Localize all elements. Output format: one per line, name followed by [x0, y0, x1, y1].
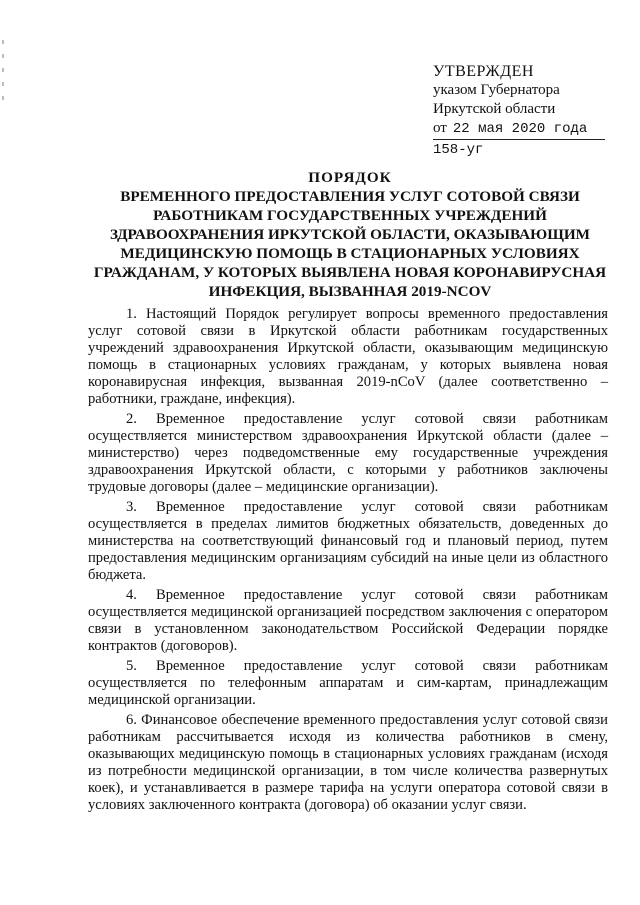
approval-block: [433, 62, 613, 160]
title-line-2: ВРЕМЕННОГО ПРЕДОСТАВЛЕНИЯ УСЛУГ СОТОВОЙ СВЯЗИ: [120, 188, 580, 205]
approval-number: 158-уг: [433, 142, 484, 158]
scan-mark: [2, 40, 4, 44]
paragraph-4: 4. Временное предоставление услуг сотовой связи работникам осуществляется медицинской организацией посредством заключения с оператором связи в установленном законодательством Российской Федерации порядке контрактов (договоров).: [88, 587, 608, 654]
scan-mark: [2, 54, 4, 58]
paragraph-5: 5. Временное предоставление услуг сотовой связи работникам осуществляется по телефонным аппаратам и сим-картам, принадлежащим медицинской организации.: [88, 658, 608, 708]
scan-margin-marks: [2, 40, 6, 160]
title-line-4: ЗДРАВООХРАНЕНИЯ ИРКУТСКОЙ ОБЛАСТИ, ОКАЗЫВАЮЩИМ: [109, 226, 591, 243]
paragraph-1: 1. Настоящий Порядок регулирует вопросы временного предоставления услуг сотовой связи в Иркутской области работникам государственных учреждений здравоохранения Иркутской области, оказывающим медицинскую помощь в стационарных условиях гражданам, у которых выявлена новая коронавирусная инфекция, вызванная 2019-nCoV (далее соответственно – работники, граждане, инфекция).: [88, 306, 608, 407]
paragraph-6: 6. Финансовое обеспечение временного предоставления услуг сотовой связи работникам рассчитывается исходя из количества работников в смену, оказывающих медицинскую помощь в стационарных условиях гражданам (исходя из потребности медицинской организации, в том числе количества развернутых коек), и устанавливается в размере тарифа на услуги оператора сотовой связи в условиях заключенного контракта (договора) об оказании услуг связи.: [88, 712, 608, 813]
approval-date: 22 мая 2020 года: [452, 121, 588, 137]
document-body: [88, 306, 608, 817]
title-line-1: ПОРЯДОК: [308, 169, 392, 186]
paragraph-2: 2. Временное предоставление услуг сотовой связи работникам осуществляется министерством здравоохранения Иркутской области (далее – министерство) через подведомственные ему государственные учреждения здравоохранения Иркутской области, с которыми у работников заключены трудовые договоры (далее – медицинские организации).: [88, 411, 608, 495]
paragraph-3: 3. Временное предоставление услуг сотовой связи работникам осуществляется в пределах лимитов бюджетных обязательств, доведенных до министерства на соответствующий финансовый год и плановый период, путем предоставления медицинским организациям субсидий на иные цели из областного бюджета.: [88, 499, 608, 583]
scan-mark: [2, 82, 4, 86]
approval-line-2: Иркутской области: [433, 101, 556, 117]
title-line-6: ГРАЖДАНАМ, У КОТОРЫХ ВЫЯВЛЕНА НОВАЯ КОРОНАВИРУСНАЯ: [93, 264, 607, 281]
approval-date-line: [433, 119, 605, 140]
scan-mark: [2, 96, 4, 100]
approval-line-1: указом Губернатора: [433, 82, 560, 98]
title-line-7: ИНФЕКЦИЯ, ВЫЗВАННАЯ 2019-NCOV: [208, 283, 492, 300]
document-title: [80, 168, 620, 301]
approval-from-label: от: [433, 120, 447, 136]
approval-heading: УТВЕРЖДЕН: [433, 63, 534, 80]
title-line-5: МЕДИЦИНСКУЮ ПОМОЩЬ В СТАЦИОНАРНЫХ УСЛОВИЯХ: [120, 245, 580, 262]
scan-mark: [2, 68, 4, 72]
title-line-3: РАБОТНИКАМ ГОСУДАРСТВЕННЫХ УЧРЕЖДЕНИЙ: [153, 207, 547, 224]
